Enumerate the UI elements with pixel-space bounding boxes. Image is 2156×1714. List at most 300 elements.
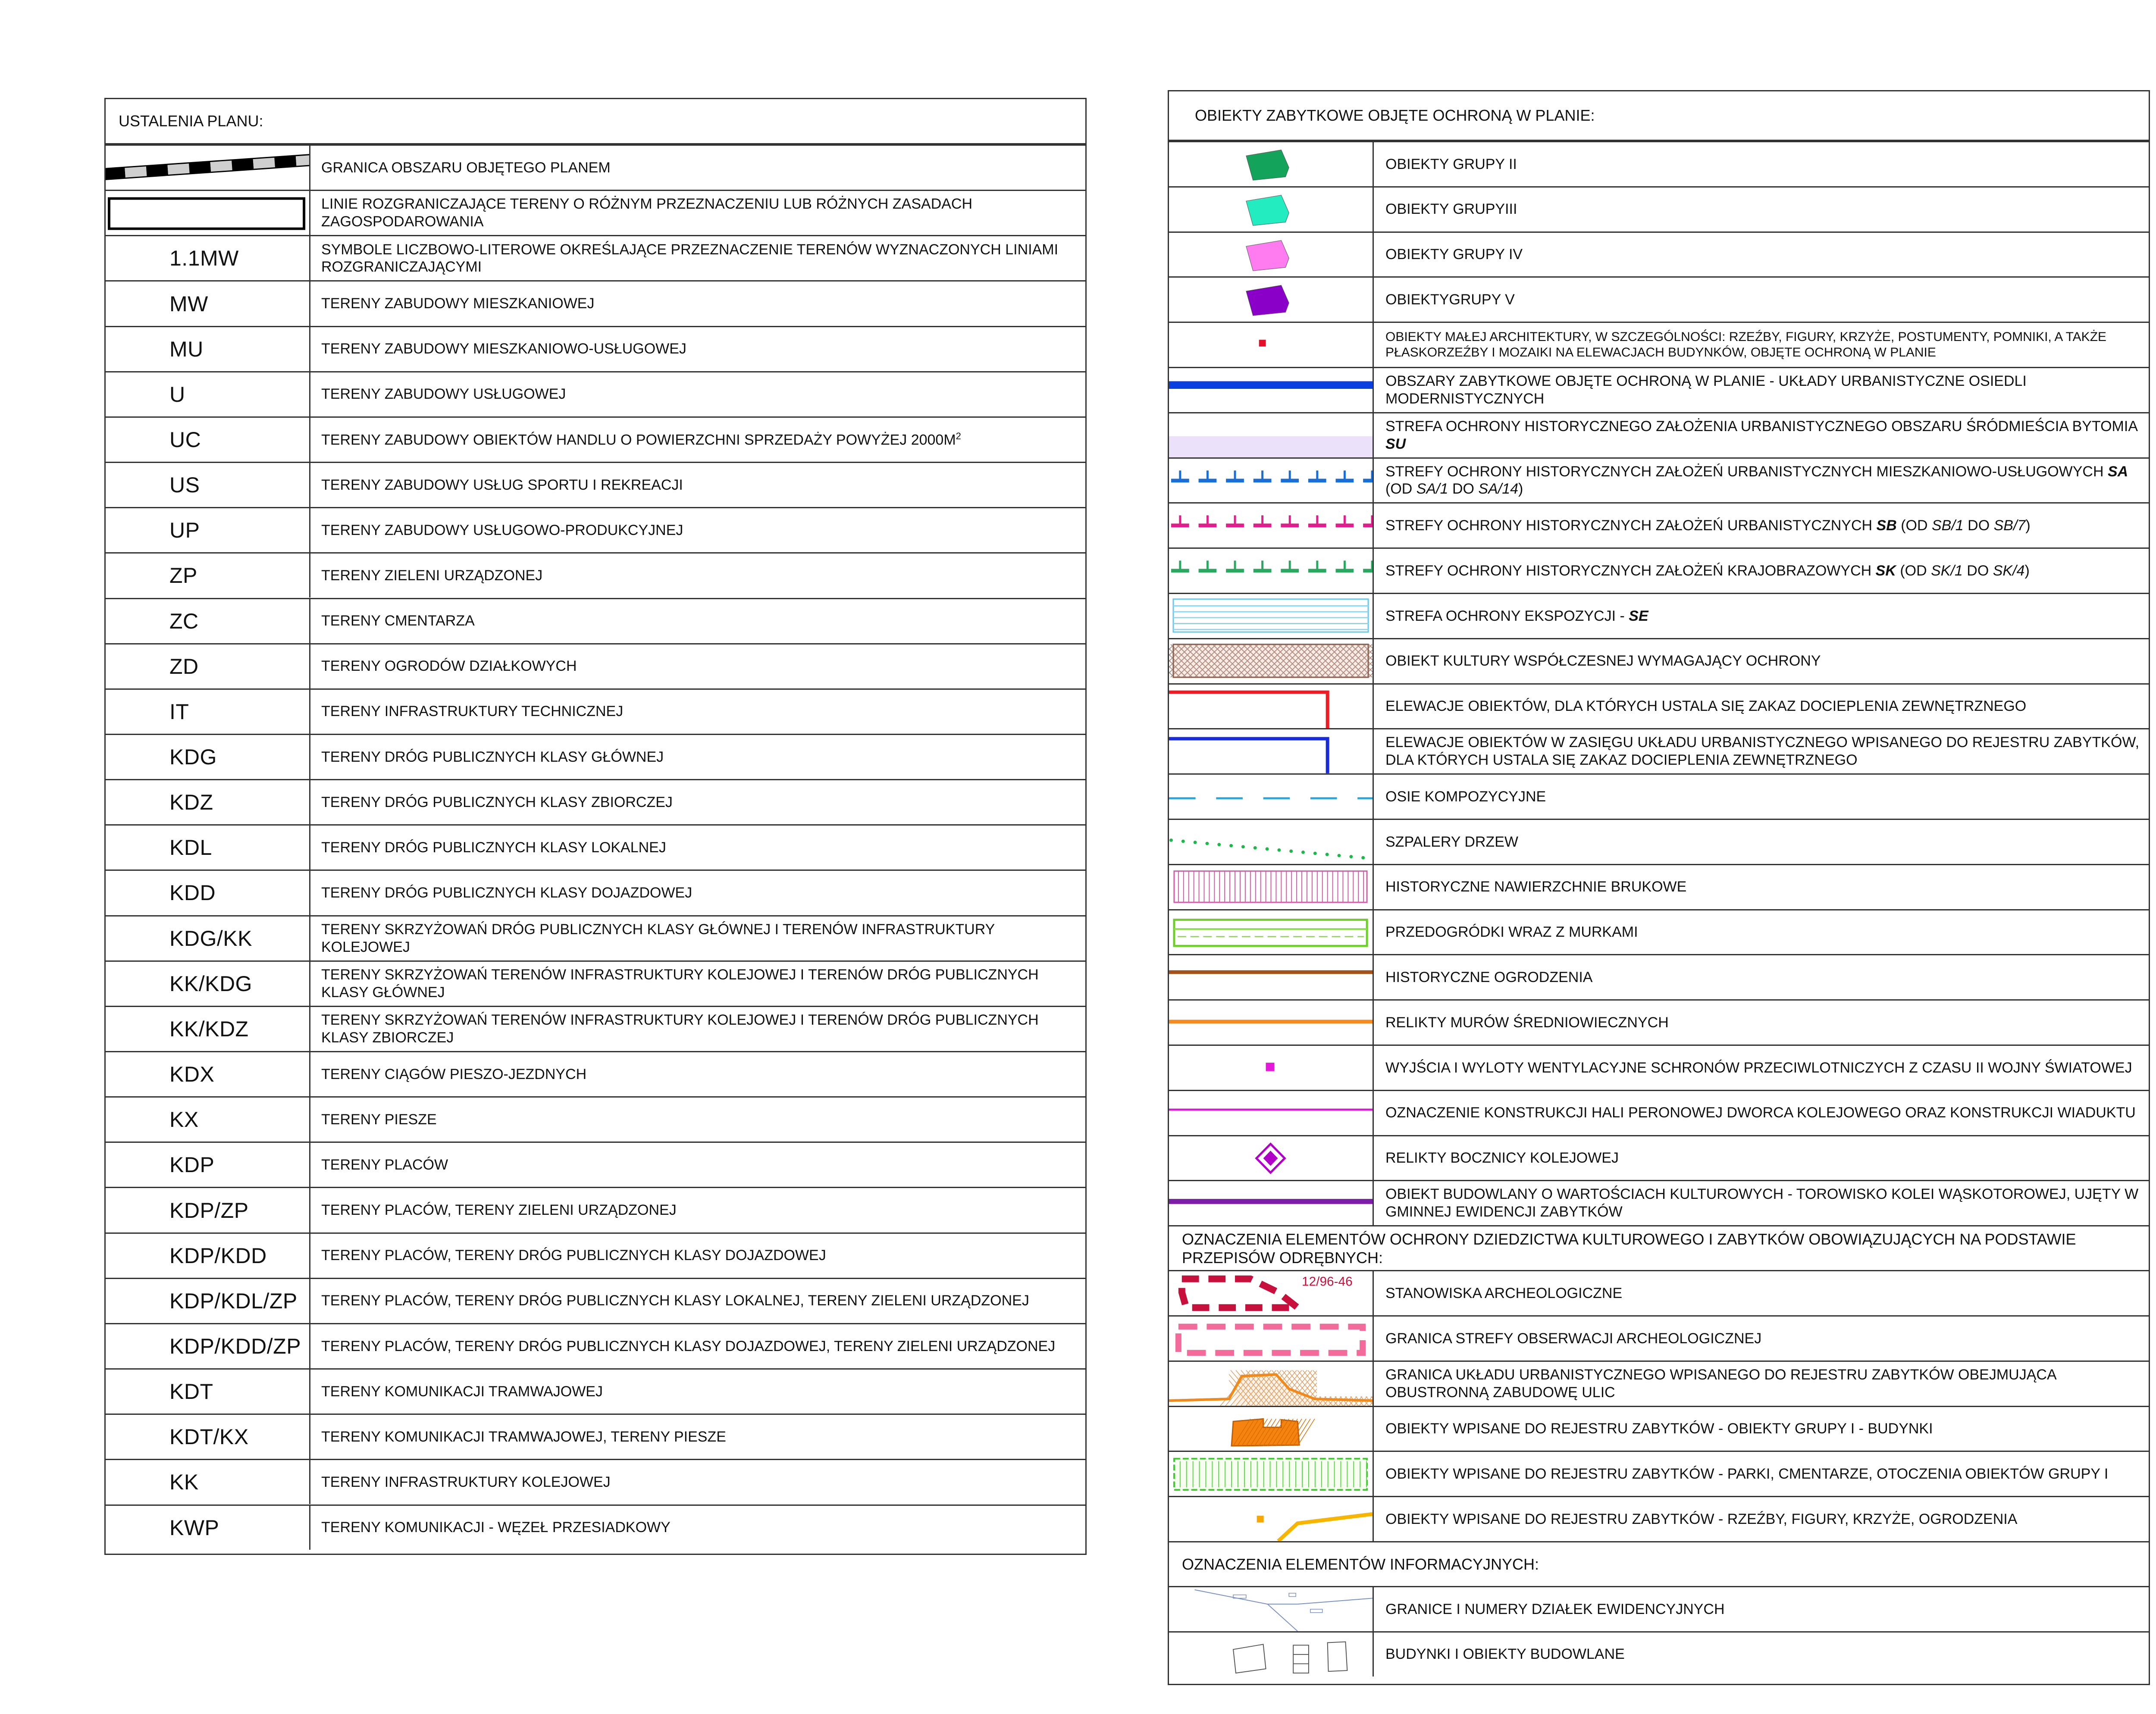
- description-text: [1385, 1185, 2140, 1221]
- heritage-objects-legend: [1168, 90, 2150, 1685]
- legend-symbol: [1169, 188, 1374, 231]
- legend-description: [321, 871, 1077, 915]
- description-text: [1385, 697, 2026, 715]
- legend-row: [1169, 819, 2149, 864]
- legend-row: [1169, 457, 2149, 503]
- legend-symbol: [1169, 1046, 1374, 1090]
- legend-symbol: [1169, 639, 1374, 683]
- legend-description: [1385, 775, 2140, 819]
- description-text: [1385, 607, 1648, 625]
- legend-description: [321, 1324, 1077, 1368]
- legend-description: [321, 735, 1077, 779]
- legend-row: [106, 960, 1085, 1006]
- description-main: OBIEKTY MAŁEJ ARCHITEKTURY, W SZCZEGÓLNOŚCI: RZEŹBY, FIGURY, KRZYŻE, POSTUMENTY, POMNIKI, A TAKŻE PŁASKORZEŹBY I MOZAIKI NA ELEWACJACH BUDYNKÓW, OBJĘTE OCHRONĄ W PLANIE: [1385, 330, 2107, 360]
- land-use-code: KDP/KDD: [169, 1243, 267, 1268]
- land-use-code: MW: [169, 291, 208, 316]
- description-main: ELEWACJE OBIEKTÓW W ZASIĘGU UKŁADU URBANISTYCZNEGO WPISANEGO DO REJESTRU ZABYTKÓW, DLA KTÓRYCH USTALA SIĘ ZAKAZ DOCIEPLENIA ZEWNĘTRZNEGO: [1385, 734, 2140, 769]
- description-text: TERENY INFRASTRUKTURY TECHNICZNEJ: [321, 703, 624, 720]
- description-main: GRANICE I NUMERY DZIAŁEK EWIDENCYJNYCH: [1385, 1601, 1725, 1617]
- legend-symbol: [1169, 1407, 1374, 1451]
- zone-range-start: SK/1: [1931, 562, 1963, 579]
- land-use-code: 1.1MW: [169, 246, 239, 271]
- legend-symbol: [106, 463, 310, 507]
- land-use-code: KK: [169, 1470, 199, 1495]
- legend-row: [1169, 864, 2149, 909]
- legend-description: [1385, 549, 2140, 593]
- brown-line-icon: [1169, 955, 1373, 999]
- land-use-code: KDP/KDD/ZP: [169, 1334, 301, 1358]
- legend-description: [321, 962, 1077, 1006]
- description-text: TERENY DRÓG PUBLICZNYCH KLASY LOKALNEJ: [321, 839, 666, 856]
- dash-blue-icon: [1169, 459, 1373, 503]
- description-main: STREFY OCHRONY HISTORYCZNYCH ZAŁOŻEŃ URBANISTYCZNYCH: [1385, 517, 1877, 534]
- legend-row: [106, 688, 1085, 734]
- zone-code: SB: [1876, 517, 1897, 534]
- legend-row: [106, 235, 1085, 280]
- legend-description: [1385, 368, 2140, 412]
- legend-row: [106, 1278, 1085, 1323]
- legend-row: [1169, 954, 2149, 999]
- description-text: [1385, 1601, 1725, 1618]
- land-use-code: KK/KDG: [169, 971, 252, 996]
- legend-description: [321, 644, 1077, 688]
- legend-description: [1385, 413, 2140, 457]
- legend-description: [1385, 1001, 2140, 1045]
- buildings-icon: [1169, 1633, 1373, 1676]
- legend-symbol: [1169, 413, 1374, 457]
- description-text: [1385, 246, 1523, 263]
- legend-description: [1385, 1181, 2140, 1225]
- legend-symbol: [106, 146, 310, 190]
- legend-symbol: [1169, 594, 1374, 638]
- legend-row: [1169, 367, 2149, 412]
- description-text: TERENY PLACÓW, TERENY DRÓG PUBLICZNYCH KLASY DOJAZDOWEJ: [321, 1247, 826, 1264]
- description-main: STREFY OCHRONY HISTORYCZNYCH ZAŁOŻEŃ KRAJOBRAZOWYCH: [1385, 562, 1876, 579]
- land-use-code: IT: [169, 699, 189, 724]
- legend-description: [321, 1279, 1077, 1323]
- arch-site-icon: [1169, 1271, 1373, 1315]
- legend-description: [321, 826, 1077, 870]
- description-main: OBIEKT BUDOWLANY O WARTOŚCIACH KULTUROWYCH - TOROWISKO KOLEI WĄSKOTOROWEJ, UJĘTY W GMINNEJ EWIDENCJI ZABYTKÓW: [1385, 1186, 2139, 1220]
- legend-row: [106, 1232, 1085, 1278]
- description-main: OBIEKTY GRUPYIII: [1385, 201, 1517, 218]
- text-part: ): [2025, 517, 2031, 534]
- land-use-code: ZP: [169, 563, 197, 588]
- land-use-code: KDG/KK: [169, 926, 252, 951]
- description-text: [1385, 1059, 2132, 1077]
- description-main: OSIE KOMPOZYCYJNE: [1385, 788, 1546, 805]
- legend-row: [106, 915, 1085, 960]
- legend-description: [1385, 1136, 2140, 1180]
- plan-boundary-icon: [106, 146, 309, 190]
- legend-symbol: [106, 1460, 310, 1504]
- text-part: (OD: [1896, 562, 1931, 579]
- small-red-icon: [1169, 323, 1373, 367]
- blue-line-icon: [1169, 368, 1373, 412]
- description-text: TERENY DRÓG PUBLICZNYCH KLASY DOJAZDOWEJ: [321, 885, 693, 901]
- description-main: ELEWACJE OBIEKTÓW, DLA KTÓRYCH USTALA SIĘ ZAKAZ DOCIEPLENIA ZEWNĘTRZNEGO: [1385, 698, 2027, 715]
- legend-description: [1385, 594, 2140, 638]
- legend-row: [106, 1414, 1085, 1459]
- legend-row: [1169, 547, 2149, 593]
- legend-symbol: [1169, 1452, 1374, 1496]
- description-main: BUDYNKI I OBIEKTY BUDOWLANE: [1385, 1646, 1625, 1663]
- legend-description: [321, 1506, 1077, 1550]
- lightblue-lines-icon: [1169, 594, 1373, 638]
- description-main: RELIKTY MURÓW ŚREDNIOWIECZNYCH: [1385, 1014, 1669, 1031]
- legend-description: [321, 508, 1077, 552]
- legend-row: [106, 326, 1085, 371]
- legend-description: [321, 1007, 1077, 1051]
- red-elev-icon: [1169, 685, 1373, 729]
- green-dots-icon: [1169, 820, 1373, 864]
- legend-row: [106, 1368, 1085, 1414]
- poly-pink-icon: [1169, 233, 1373, 277]
- legend-symbol: [1169, 910, 1374, 954]
- text-part: ): [2024, 562, 2030, 579]
- legend-symbol: [106, 690, 310, 734]
- description-text: TERENY SKRZYŻOWAŃ TERENÓW INFRASTRUKTURY KOLEJOWEJ I TERENÓW DRÓG PUBLICZNYCH KLASY GŁÓWNEJ: [321, 966, 1039, 1001]
- legend-row: [106, 1006, 1085, 1051]
- legend-row: [106, 1504, 1085, 1550]
- description-text: [1385, 156, 1517, 173]
- legend-symbol: [1169, 1091, 1374, 1135]
- legend-row: [1169, 638, 2149, 683]
- description-text: [1385, 1366, 2140, 1401]
- legend-row: [1169, 909, 2149, 954]
- legend-row: [106, 598, 1085, 643]
- description-text: TERENY PLACÓW, TERENY DRÓG PUBLICZNYCH KLASY LOKALNEJ, TERENY ZIELENI URZĄDZONEJ: [321, 1292, 1029, 1309]
- legend-description: [1385, 142, 2140, 186]
- description-text: [1385, 788, 1546, 806]
- legend-row: [1169, 1406, 2149, 1451]
- description-text: [1385, 923, 1638, 941]
- legend-symbol: [106, 554, 310, 597]
- land-use-code: UP: [169, 518, 200, 543]
- lime-rect-icon: [1169, 910, 1373, 954]
- legend-description: [1385, 1046, 2140, 1090]
- description-text: [1385, 1104, 2136, 1122]
- superscript: 2: [956, 430, 961, 441]
- arch-zone-icon: [1169, 1317, 1373, 1361]
- zone-range-end: SA/14: [1478, 481, 1519, 497]
- description-main: RELIKTY BOCZNICY KOLEJOWEJ: [1385, 1150, 1619, 1167]
- zone-range-end: SB/7: [1993, 517, 2026, 534]
- legend-description: [321, 1460, 1077, 1504]
- legend-description: [1385, 820, 2140, 864]
- legend-symbol: [1169, 685, 1374, 729]
- legend-description: [1385, 1452, 2140, 1496]
- land-use-code: ZD: [169, 654, 199, 679]
- text-part: DO: [1448, 481, 1479, 497]
- green-park-icon: [1169, 1452, 1373, 1496]
- legend-row: [1169, 1090, 2149, 1135]
- axis-dash-icon: [1169, 775, 1373, 819]
- legend-row: [1169, 141, 2149, 186]
- legend-description: [1385, 504, 2140, 547]
- legend-description: [1385, 1587, 2140, 1631]
- legend-symbol: [1169, 775, 1374, 819]
- legend-symbol: [1169, 1497, 1374, 1541]
- legend-description: [1385, 323, 2140, 367]
- description-text: [1385, 1420, 1933, 1438]
- legend-description: [1385, 1271, 2140, 1315]
- plan-provisions-legend: [104, 98, 1087, 1555]
- legend-symbol: [106, 418, 310, 462]
- text-part: DO: [1963, 517, 1994, 534]
- legend-description: [321, 780, 1077, 824]
- description-text: [1385, 833, 1518, 851]
- legend-row: [106, 779, 1085, 824]
- description-text: [1385, 1465, 2108, 1483]
- legend-row: [1169, 773, 2149, 819]
- orange-building-icon: [1169, 1407, 1373, 1451]
- description-text: [1385, 463, 2140, 498]
- description-text: [1385, 517, 2031, 535]
- description-text: SYMBOLE LICZBOWO-LITEROWE OKREŚLAJĄCE PRZEZNACZENIE TERENÓW WYZNACZONYCH LINIAMI ROZGRANICZAJĄCYMI: [321, 241, 1059, 275]
- legend-symbol: [106, 1098, 310, 1142]
- legend-description: [321, 916, 1077, 960]
- legend-row: [106, 1187, 1085, 1232]
- right-header: OBIEKTY ZABYTKOWE OBJĘTE OCHRONĄ W PLANIE:: [1169, 91, 2149, 141]
- site-number-label: 12/96-46: [1302, 1274, 1353, 1289]
- land-use-code: KDP/ZP: [169, 1198, 249, 1223]
- land-use-code: KDP: [169, 1153, 215, 1177]
- land-use-code: ZC: [169, 609, 199, 633]
- zone-range-start: SA/1: [1416, 481, 1448, 497]
- description-text: TERENY ZABUDOWY USŁUG SPORTU I REKREACJI: [321, 476, 683, 493]
- legend-row: [1169, 1135, 2149, 1180]
- land-use-code: US: [169, 473, 200, 497]
- legend-symbol: [1169, 1587, 1374, 1631]
- description-main: OBIEKTY GRUPY IV: [1385, 246, 1523, 263]
- legend-description: [321, 463, 1077, 507]
- legend-description: [1385, 729, 2140, 773]
- legend-description: [1385, 685, 2140, 729]
- description-main: GRANICA STREFY OBSERWACJI ARCHEOLOGICZNEJ: [1385, 1330, 1762, 1347]
- description-text: TERENY ZABUDOWY USŁUGOWEJ: [321, 386, 566, 403]
- legend-description: [1385, 639, 2140, 683]
- crosshatch-icon: [1169, 639, 1373, 683]
- parcels-icon: [1169, 1587, 1373, 1631]
- legend-description: [321, 281, 1077, 325]
- legend-row: [1169, 1045, 2149, 1090]
- legend-row: [106, 190, 1085, 235]
- description-text: GRANICA OBSZARU OBJĘTEGO PLANEM: [321, 159, 611, 176]
- legend-row: [1169, 322, 2149, 367]
- description-text: [1385, 969, 1592, 986]
- legend-row: [1169, 1361, 2149, 1406]
- description-text: [1385, 878, 1686, 896]
- legend-description: [321, 690, 1077, 734]
- yellow-sculpt-icon: [1169, 1497, 1373, 1541]
- legend-description: [1385, 1407, 2140, 1451]
- description-text: [1385, 734, 2140, 769]
- land-use-code: KDT/KX: [169, 1425, 249, 1449]
- land-use-code: KWP: [169, 1515, 219, 1540]
- description-text: TERENY ZIELENI URZĄDZONEJ: [321, 567, 543, 584]
- legend-description: [321, 554, 1077, 597]
- legend-symbol: [106, 508, 310, 552]
- legend-symbol: [1169, 865, 1374, 909]
- legend-description: [321, 1098, 1077, 1142]
- description-text: LINIE ROZGRANICZAJĄCE TERENY O RÓŻNYM PRZEZNACZENIU LUB RÓŻNYCH ZASADACH ZAGOSPODAROWANIA: [321, 196, 973, 230]
- description-main: STREFY OCHRONY HISTORYCZNYCH ZAŁOŻEŃ URBANISTYCZNYCH MIESZKANIOWO-USŁUGOWYCH: [1385, 463, 2108, 480]
- legend-symbol: [1169, 820, 1374, 864]
- description-text: TERENY ZABUDOWY OBIEKTÓW HANDLU O POWIERZCHNI SPRZEDAŻY POWYŻEJ $2000M^2$: [321, 430, 961, 448]
- description-text: [1385, 1149, 1619, 1167]
- legend-description: [1385, 1091, 2140, 1135]
- description-text: [1385, 1285, 1622, 1302]
- orange-line-icon: [1169, 1001, 1373, 1045]
- legend-symbol: [1169, 955, 1374, 999]
- description-main: WYJŚCIA I WYLOTY WENTYLACYJNE SCHRONÓW PRZECIWLOTNICZYCH Z CZASU II WOJNY ŚWIATOWEJ: [1385, 1059, 2132, 1076]
- diamond-icon: [1169, 1136, 1373, 1180]
- legend-symbol: [1169, 1136, 1374, 1180]
- pink-stripes-icon: [1169, 865, 1373, 909]
- description-text: TERENY PLACÓW, TERENY ZIELENI URZĄDZONEJ: [321, 1202, 677, 1219]
- legend-description: [321, 1052, 1077, 1096]
- legend-description: [321, 236, 1077, 280]
- description-text: [1385, 418, 2140, 453]
- heritage-register-section-title: [1169, 1225, 2149, 1270]
- legend-description: [321, 1370, 1077, 1414]
- legend-row: [106, 734, 1085, 779]
- legend-description: [321, 1188, 1077, 1232]
- legend-row: [1169, 1496, 2149, 1541]
- description-text: [1385, 1014, 1669, 1032]
- legend-row: [106, 1459, 1085, 1504]
- legend-description: [321, 1234, 1077, 1278]
- legend-row: [106, 824, 1085, 870]
- legend-description: [1385, 188, 2140, 231]
- poly-green-icon: [1169, 142, 1373, 186]
- description-text: TERENY ZABUDOWY USŁUGOWO-PRODUKCYJNEJ: [321, 522, 683, 538]
- legend-row: [1169, 1586, 2149, 1631]
- description-text: TERENY DRÓG PUBLICZNYCH KLASY ZBIORCZEJ: [321, 794, 673, 810]
- blue-elev-icon: [1169, 729, 1373, 773]
- legend-description: [1385, 1497, 2140, 1541]
- dash-magenta-icon: [1169, 504, 1373, 547]
- legend-row: [1169, 276, 2149, 322]
- legend-row: [1169, 1451, 2149, 1496]
- legend-symbol: [1169, 1317, 1374, 1361]
- description-main: OBSZARY ZABYTKOWE OBJĘTE OCHRONĄ W PLANIE - UKŁADY URBANISTYCZNE OSIEDLI MODERNISTYCZNYCH: [1385, 373, 2027, 407]
- text-part: (OD: [1385, 481, 1416, 497]
- section-title-text: OZNACZENIA ELEMENTÓW OCHRONY DZIEDZICTWA KULTUROWEGO I ZABYTKÓW OBOWIĄZUJĄCYCH NA PODSTAWIE PRZEPISÓW ODRĘBNYCH:: [1182, 1230, 2076, 1267]
- legend-row: [1169, 186, 2149, 231]
- description-text: TERENY PLACÓW: [321, 1156, 448, 1173]
- legend-symbol: [1169, 1271, 1374, 1315]
- land-use-code: KDT: [169, 1379, 213, 1404]
- land-use-code: KDD: [169, 881, 216, 905]
- zone-range-start: SB/1: [1931, 517, 1964, 534]
- zone-code: SA: [2107, 463, 2128, 480]
- description-main: OBIEKT KULTURY WSPÓŁCZESNEJ WYMAGAJĄCY OCHRONY: [1385, 653, 1821, 669]
- description-text: TERENY KOMUNIKACJI - WĘZEŁ PRZESIADKOWY: [321, 1519, 671, 1536]
- legend-symbol: [1169, 142, 1374, 186]
- legend-row: [106, 552, 1085, 597]
- legend-row: [1169, 728, 2149, 773]
- description-text: TERENY SKRZYŻOWAŃ DRÓG PUBLICZNYCH KLASY GŁÓWNEJ I TERENÓW INFRASTRUKTURY KOLEJOWEJ: [321, 921, 995, 955]
- left-header: USTALENIA PLANU:: [106, 99, 1085, 144]
- purple-line-icon: [1169, 1181, 1373, 1225]
- description-main: OBIEKTY WPISANE DO REJESTRU ZABYTKÓW - OBIEKTY GRUPY I - BUDYNKI: [1385, 1420, 1933, 1437]
- description-text: TERENY CIĄGÓW PIESZO-JEZDNYCH: [321, 1066, 587, 1082]
- description-main: OBIEKTY WPISANE DO REJESTRU ZABYTKÓW - PARKI, CMENTARZE, OTOCZENIA OBIEKTÓW GRUPY I: [1385, 1465, 2109, 1482]
- zone-code: SE: [1629, 607, 1648, 624]
- informational-elements-section-title: [1169, 1541, 2149, 1586]
- legend-row: [106, 416, 1085, 462]
- orange-urban-icon: [1169, 1362, 1373, 1406]
- description-text: [1385, 1511, 2017, 1528]
- legend-description: [1385, 278, 2140, 322]
- description-main: OZNACZENIE KONSTRUKCJI HALI PERONOWEJ DWORCA KOLEJOWEGO ORAZ KONSTRUKCJI WIADUKTU: [1385, 1104, 2136, 1121]
- description-main: OBIEKTYGRUPY V: [1385, 291, 1515, 308]
- legend-symbol: [1169, 729, 1374, 773]
- description-text: TERENY ZABUDOWY MIESZKANIOWO-USŁUGOWEJ: [321, 341, 686, 357]
- legend-row: [106, 1142, 1085, 1187]
- land-use-code: KDL: [169, 835, 212, 860]
- description-main: HISTORYCZNE OGRODZENIA: [1385, 969, 1593, 985]
- magenta-square-icon: [1169, 1046, 1373, 1090]
- boundary-line-icon: [106, 191, 309, 235]
- legend-description: [1385, 233, 2140, 277]
- legend-description: [321, 418, 1077, 462]
- legend-symbol: [1169, 323, 1374, 367]
- description-main: SZPALERY DRZEW: [1385, 833, 1518, 850]
- description-text: TERENY KOMUNIKACJI TRAMWAJOWEJ: [321, 1383, 603, 1400]
- zone-range-end: SK/4: [1993, 562, 2025, 579]
- land-use-code: KDG: [169, 745, 217, 769]
- legend-row: [1169, 683, 2149, 729]
- description-main: STREFA OCHRONY EKSPOZYCJI -: [1385, 607, 1629, 624]
- legend-row: [1169, 1180, 2149, 1225]
- legend-description: [1385, 1317, 2140, 1361]
- legend-symbol: [1169, 549, 1374, 593]
- land-use-code: UC: [169, 427, 201, 452]
- lavender-fill-icon: [1169, 413, 1373, 457]
- description-main: OBIEKTY GRUPY II: [1385, 156, 1517, 172]
- description-text: [1385, 200, 1517, 218]
- legend-symbol: [1169, 459, 1374, 503]
- legend-symbol: [1169, 1362, 1374, 1406]
- legend-symbol: [1169, 1181, 1374, 1225]
- legend-symbol: [106, 372, 310, 416]
- legend-description: [1385, 459, 2140, 503]
- legend-symbol: [1169, 504, 1374, 547]
- legend-row: [1169, 1631, 2149, 1676]
- legend-row: [106, 643, 1085, 688]
- legend-row: [106, 1096, 1085, 1142]
- land-use-code: KK/KDZ: [169, 1017, 249, 1041]
- description-main: STREFA OCHRONY HISTORYCZNEGO ZAŁOŻENIA URBANISTYCZNEGO OBSZARU ŚRÓDMIEŚCIA BYTOMIA: [1385, 418, 2137, 435]
- legend-description: [321, 599, 1077, 643]
- description-text: [1385, 562, 2030, 580]
- text-part: DO: [1962, 562, 1993, 579]
- legend-row: [1169, 1270, 2149, 1315]
- land-use-code: MU: [169, 337, 204, 361]
- legend-description: [321, 146, 1077, 190]
- legend-description: [1385, 1633, 2140, 1676]
- poly-teal-icon: [1169, 188, 1373, 231]
- legend-description: [1385, 910, 2140, 954]
- legend-row: [106, 1051, 1085, 1096]
- legend-description: [1385, 865, 2140, 909]
- legend-description: [1385, 1362, 2140, 1406]
- dash-green-icon: [1169, 549, 1373, 593]
- legend-symbol: [1169, 278, 1374, 322]
